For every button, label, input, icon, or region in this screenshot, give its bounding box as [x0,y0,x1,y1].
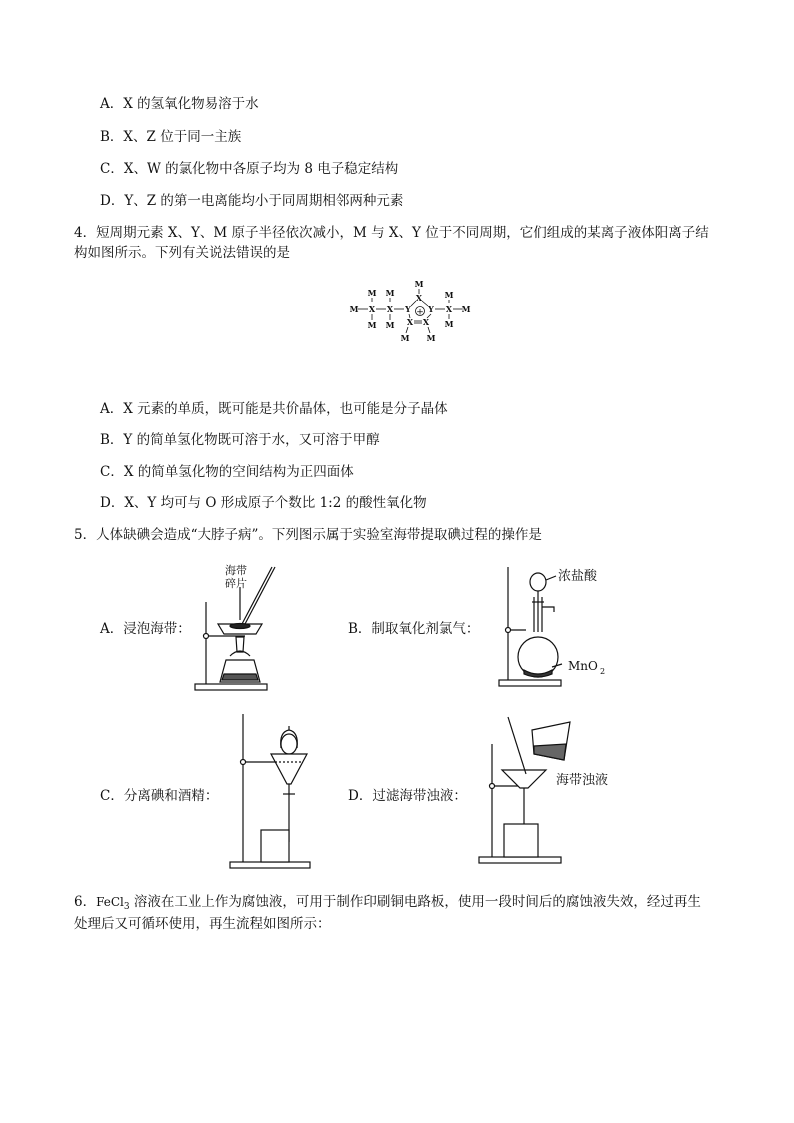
annotation-kelp-line2: 碎片 [225,577,247,590]
q6-stem-line1 [74,893,701,916]
q3-option-c: C．X、W 的氯化物中各原子均为 8 电子稳定结构 [100,161,399,177]
atom-m: M [400,333,410,343]
q6-number: 6． [74,894,97,910]
charge-symbol: + [416,307,424,318]
q3-option-d: D．Y、Z 的第一电离能均小于同周期相邻两种元素 [100,193,404,209]
q4-stem-line1: 4．短周期元素 X、Y、M 原子半径依次减小，M 与 X、Y 位于不同周期，它们组成的某离子液体阳离子结 [74,225,709,241]
atom-m: M [426,333,436,343]
q4-option-a: A．X 元素的单质，既可能是共价晶体，也可能是分子晶体 [100,401,448,417]
q4-option-d: D．X、Y 均可与 O 形成原子个数比 1:2 的酸性氧化物 [100,495,427,511]
atom-m: M [444,290,454,300]
q5-option-c-label: C．分离碘和酒精： [100,788,219,804]
annotation-mno2-sub: 2 [600,667,606,676]
q4-option-c: C．X 的简单氢化物的空间结构为正四面体 [100,464,354,480]
atom-x: X [415,293,423,303]
annotation-kelp-slurry: 海带浊液 [556,773,609,788]
annotation-mno2: MnO [568,659,598,673]
q5-option-a-label: A．浸泡海带： [100,621,191,637]
annotation-kelp-line1: 海带 [225,564,247,577]
apparatus-a-soaking [190,562,300,697]
fecl3-formula: FeCl [96,895,124,909]
annotation-conc-hcl: 浓盐酸 [558,569,598,584]
apparatus-d-filtration [474,712,644,867]
q4-cation-structure [345,280,475,350]
atom-m: M [385,288,395,298]
atom-x: X [368,304,376,314]
fecl3-subscript: 3 [123,902,130,912]
atom-y: Y [405,304,411,314]
atom-m: M [349,304,359,314]
atom-m: M [367,320,377,330]
q3-option-b: B．X、Z 位于同一主族 [100,129,242,145]
q3-option-a: A．X 的氢氧化物易溶于水 [100,96,259,112]
atom-m: M [367,288,377,298]
atom-x: X [445,304,453,314]
q5-option-d-label: D．过滤海带浊液： [348,788,467,804]
atom-x: X [406,317,414,327]
atom-x: X [422,317,430,327]
q6-stem-rest: 溶液在工业上作为腐蚀液，可用于制作印刷铜电路板，使用一段时间后的腐蚀液失效，经过再生 [129,894,701,910]
atom-m: M [385,320,395,330]
q4-option-b: B．Y 的简单氢化物既可溶于水，又可溶于甲醇 [100,432,380,448]
atom-m: M [444,319,454,329]
atom-y: Y [428,304,434,314]
q6-stem-line2: 处理后又可循环使用，再生流程如图所示： [74,916,331,932]
atom-m: M [414,279,424,289]
q5-option-b-label: B．制取氧化剂氯气： [348,621,480,637]
apparatus-b-chlorine [494,562,624,692]
q5-stem: 5．人体缺碘会造成“大脖子病”。下列图示属于实验室海带提取碘过程的操作是 [74,527,542,543]
apparatus-c-separatory-funnel [225,712,345,872]
atom-x: X [386,304,394,314]
atom-m: M [461,304,471,314]
q4-stem-line2: 构如图所示。下列有关说法错误的是 [74,245,290,261]
